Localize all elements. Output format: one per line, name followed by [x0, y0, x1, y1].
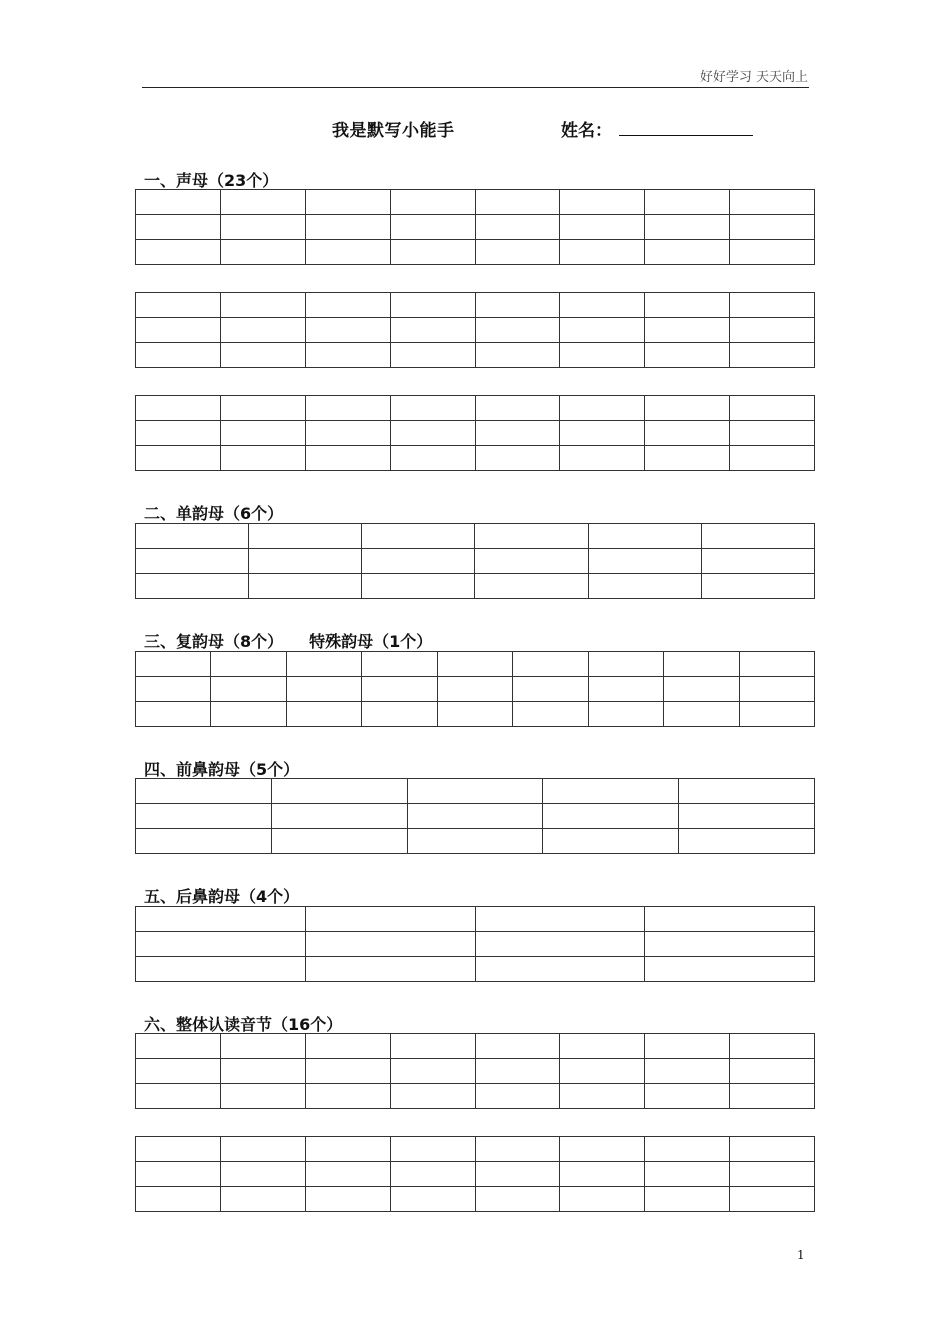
answer-cell[interactable]	[305, 318, 390, 343]
answer-cell[interactable]	[588, 652, 663, 677]
answer-cell[interactable]	[560, 446, 645, 471]
answer-cell[interactable]	[645, 1137, 730, 1162]
grid-row	[136, 779, 815, 804]
answer-cell[interactable]	[560, 190, 645, 215]
answer-cell[interactable]	[136, 907, 306, 932]
grid-row	[136, 446, 815, 471]
answer-cell[interactable]	[475, 1084, 560, 1109]
answer-cell[interactable]	[220, 293, 305, 318]
section-heading-compound-finals	[144, 629, 432, 652]
answer-grid	[135, 1136, 815, 1212]
section-heading-text: 四、前鼻韵母（5个）	[144, 760, 300, 779]
answer-cell[interactable]	[305, 190, 390, 215]
answer-cell[interactable]	[305, 907, 475, 932]
answer-cell[interactable]	[730, 446, 815, 471]
answer-cell[interactable]	[136, 190, 221, 215]
answer-cell[interactable]	[730, 1187, 815, 1212]
grid-row	[136, 190, 815, 215]
answer-cell[interactable]	[136, 343, 221, 368]
answer-cell[interactable]	[475, 396, 560, 421]
answer-cell[interactable]	[560, 421, 645, 446]
answer-cell[interactable]	[286, 702, 361, 727]
answer-cell[interactable]	[701, 524, 814, 549]
answer-cell[interactable]	[390, 446, 475, 471]
answer-cell[interactable]	[305, 932, 475, 957]
answer-cell[interactable]	[211, 702, 286, 727]
answer-cell[interactable]	[645, 215, 730, 240]
answer-cell[interactable]	[362, 652, 437, 677]
grid-row	[136, 677, 815, 702]
answer-cell[interactable]	[475, 932, 645, 957]
answer-cell[interactable]	[305, 343, 390, 368]
answer-cell[interactable]	[390, 1137, 475, 1162]
answer-cell[interactable]	[136, 779, 272, 804]
answer-cell[interactable]	[513, 677, 588, 702]
answer-cell[interactable]	[645, 1162, 730, 1187]
answer-cell[interactable]	[136, 293, 221, 318]
answer-cell[interactable]	[475, 524, 588, 549]
answer-cell[interactable]	[560, 1084, 645, 1109]
grid-row	[136, 1059, 815, 1084]
answer-cell[interactable]	[730, 1059, 815, 1084]
answer-cell[interactable]	[560, 1162, 645, 1187]
grid-row	[136, 318, 815, 343]
answer-cell[interactable]	[588, 574, 701, 599]
answer-cell[interactable]	[730, 1137, 815, 1162]
answer-cell[interactable]	[407, 779, 543, 804]
answer-cell[interactable]	[390, 190, 475, 215]
answer-cell[interactable]	[305, 1187, 390, 1212]
answer-cell[interactable]	[645, 1084, 730, 1109]
answer-cell[interactable]	[136, 1162, 221, 1187]
answer-cell[interactable]	[136, 446, 221, 471]
answer-cell[interactable]	[645, 1034, 730, 1059]
answer-cell[interactable]	[220, 396, 305, 421]
answer-cell[interactable]	[513, 652, 588, 677]
answer-cell[interactable]	[475, 1187, 560, 1212]
answer-cell[interactable]	[560, 1059, 645, 1084]
answer-cell[interactable]	[739, 677, 815, 702]
answer-cell[interactable]	[475, 318, 560, 343]
answer-cell[interactable]	[701, 574, 814, 599]
section-heading-initials	[144, 168, 278, 191]
grid-row	[136, 932, 815, 957]
answer-cell[interactable]	[220, 240, 305, 265]
answer-cell[interactable]	[679, 829, 815, 854]
answer-cell[interactable]	[730, 240, 815, 265]
doc-title: 我是默写小能手	[332, 121, 455, 141]
answer-grid	[135, 189, 815, 265]
answer-cell[interactable]	[730, 215, 815, 240]
grid-row	[136, 1034, 815, 1059]
answer-cell[interactable]	[305, 215, 390, 240]
answer-cell[interactable]	[136, 574, 249, 599]
answer-cell[interactable]	[475, 1059, 560, 1084]
answer-cell[interactable]	[679, 779, 815, 804]
grid-row	[136, 549, 815, 574]
answer-cell[interactable]	[220, 1059, 305, 1084]
answer-cell[interactable]	[560, 215, 645, 240]
header-motto: 好好学习 天天向上	[699, 70, 808, 85]
answer-cell[interactable]	[271, 804, 407, 829]
answer-cell[interactable]	[475, 421, 560, 446]
answer-cell[interactable]	[136, 932, 306, 957]
answer-cell[interactable]	[560, 396, 645, 421]
answer-cell[interactable]	[543, 804, 679, 829]
answer-cell[interactable]	[390, 1084, 475, 1109]
answer-cell[interactable]	[220, 1137, 305, 1162]
answer-cell[interactable]	[305, 1059, 390, 1084]
answer-cell[interactable]	[645, 1187, 730, 1212]
answer-cell[interactable]	[136, 702, 211, 727]
section-heading-simple-finals	[144, 501, 283, 524]
answer-cell[interactable]	[220, 1034, 305, 1059]
answer-cell[interactable]	[390, 1059, 475, 1084]
answer-cell[interactable]	[136, 318, 221, 343]
grid-row	[136, 804, 815, 829]
name-blank-line[interactable]	[619, 135, 753, 136]
answer-cell[interactable]	[211, 652, 286, 677]
answer-cell[interactable]	[362, 677, 437, 702]
answer-cell[interactable]	[475, 293, 560, 318]
answer-cell[interactable]	[730, 293, 815, 318]
section-heading-text: 三、复韵母（8个）	[144, 632, 284, 651]
answer-cell[interactable]	[390, 1034, 475, 1059]
grid-row	[136, 396, 815, 421]
answer-cell[interactable]	[136, 804, 272, 829]
page-number: 1	[797, 1248, 805, 1262]
answer-cell[interactable]	[645, 1059, 730, 1084]
answer-cell[interactable]	[730, 1084, 815, 1109]
answer-cell[interactable]	[475, 215, 560, 240]
answer-cell[interactable]	[136, 524, 249, 549]
answer-cell[interactable]	[305, 293, 390, 318]
grid-row	[136, 702, 815, 727]
answer-cell[interactable]	[271, 829, 407, 854]
answer-cell[interactable]	[220, 215, 305, 240]
answer-cell[interactable]	[362, 524, 475, 549]
answer-cell[interactable]	[701, 549, 814, 574]
grid-row	[136, 652, 815, 677]
answer-cell[interactable]	[136, 829, 272, 854]
answer-cell[interactable]	[588, 549, 701, 574]
section-subheading-special-finals: 特殊韵母（1个）	[309, 632, 433, 651]
grid-row	[136, 524, 815, 549]
answer-cell[interactable]	[305, 446, 390, 471]
answer-cell[interactable]	[645, 932, 815, 957]
answer-cell[interactable]	[136, 677, 211, 702]
answer-cell[interactable]	[645, 240, 730, 265]
answer-cell[interactable]	[390, 421, 475, 446]
grid-row	[136, 574, 815, 599]
section-heading-text: 一、声母（23个）	[144, 171, 279, 190]
section-heading-text: 二、单韵母（6个）	[144, 504, 284, 523]
answer-cell[interactable]	[664, 652, 739, 677]
answer-cell[interactable]	[560, 240, 645, 265]
answer-cell[interactable]	[513, 702, 588, 727]
answer-cell[interactable]	[305, 1137, 390, 1162]
answer-cell[interactable]	[475, 343, 560, 368]
answer-cell[interactable]	[136, 240, 221, 265]
grid-row	[136, 240, 815, 265]
answer-cell[interactable]	[136, 652, 211, 677]
answer-cell[interactable]	[475, 907, 645, 932]
answer-cell[interactable]	[645, 318, 730, 343]
answer-cell[interactable]	[475, 1137, 560, 1162]
answer-cell[interactable]	[560, 1187, 645, 1212]
grid-row	[136, 1187, 815, 1212]
answer-cell[interactable]	[645, 421, 730, 446]
answer-cell[interactable]	[730, 190, 815, 215]
answer-cell[interactable]	[560, 1137, 645, 1162]
answer-cell[interactable]	[390, 215, 475, 240]
answer-cell[interactable]	[560, 318, 645, 343]
answer-cell[interactable]	[136, 549, 249, 574]
grid-row	[136, 1162, 815, 1187]
answer-cell[interactable]	[560, 1034, 645, 1059]
answer-cell[interactable]	[588, 524, 701, 549]
grid-row	[136, 421, 815, 446]
answer-cell[interactable]	[362, 702, 437, 727]
answer-cell[interactable]	[645, 446, 730, 471]
answer-grid	[135, 906, 815, 982]
answer-cell[interactable]	[475, 1034, 560, 1059]
answer-grid	[135, 292, 815, 368]
answer-cell[interactable]	[475, 190, 560, 215]
answer-cell[interactable]	[220, 1084, 305, 1109]
answer-cell[interactable]	[136, 421, 221, 446]
answer-cell[interactable]	[645, 907, 815, 932]
answer-cell[interactable]	[390, 343, 475, 368]
answer-cell[interactable]	[305, 240, 390, 265]
answer-cell[interactable]	[475, 240, 560, 265]
answer-cell[interactable]	[362, 549, 475, 574]
answer-cell[interactable]	[249, 574, 362, 599]
answer-cell[interactable]	[136, 1034, 221, 1059]
answer-cell[interactable]	[475, 446, 560, 471]
answer-cell[interactable]	[739, 652, 815, 677]
grid-row	[136, 907, 815, 932]
answer-cell[interactable]	[645, 190, 730, 215]
answer-cell[interactable]	[305, 1162, 390, 1187]
answer-cell[interactable]	[136, 1059, 221, 1084]
answer-cell[interactable]	[220, 1187, 305, 1212]
answer-cell[interactable]	[305, 396, 390, 421]
section-heading-back-nasal-finals	[144, 884, 299, 907]
section-heading-text: 五、后鼻韵母（4个）	[144, 887, 300, 906]
answer-cell[interactable]	[220, 190, 305, 215]
section-heading-front-nasal-finals	[144, 757, 299, 780]
answer-cell[interactable]	[249, 524, 362, 549]
title-row	[0, 116, 950, 142]
answer-cell[interactable]	[136, 1137, 221, 1162]
answer-cell[interactable]	[588, 677, 663, 702]
answer-cell[interactable]	[664, 702, 739, 727]
answer-cell[interactable]	[475, 574, 588, 599]
grid-row	[136, 1137, 815, 1162]
answer-cell[interactable]	[271, 779, 407, 804]
header-rule	[142, 87, 809, 88]
answer-grid	[135, 1033, 815, 1109]
answer-cell[interactable]	[390, 396, 475, 421]
answer-cell[interactable]	[730, 318, 815, 343]
answer-cell[interactable]	[730, 1162, 815, 1187]
answer-cell[interactable]	[211, 677, 286, 702]
answer-cell[interactable]	[286, 652, 361, 677]
answer-cell[interactable]	[475, 957, 645, 982]
answer-cell[interactable]	[730, 421, 815, 446]
answer-cell[interactable]	[362, 574, 475, 599]
answer-cell[interactable]	[739, 702, 815, 727]
answer-cell[interactable]	[645, 293, 730, 318]
answer-cell[interactable]	[305, 421, 390, 446]
answer-cell[interactable]	[407, 829, 543, 854]
answer-cell[interactable]	[437, 677, 512, 702]
answer-cell[interactable]	[136, 1187, 221, 1212]
answer-grid	[135, 778, 815, 854]
answer-cell[interactable]	[543, 779, 679, 804]
answer-cell[interactable]	[730, 396, 815, 421]
answer-cell[interactable]	[136, 396, 221, 421]
grid-row	[136, 957, 815, 982]
answer-cell[interactable]	[645, 396, 730, 421]
answer-cell[interactable]	[730, 1034, 815, 1059]
answer-cell[interactable]	[136, 957, 306, 982]
answer-cell[interactable]	[475, 549, 588, 574]
answer-cell[interactable]	[475, 1162, 560, 1187]
answer-cell[interactable]	[220, 343, 305, 368]
answer-cell[interactable]	[645, 343, 730, 368]
answer-cell[interactable]	[390, 318, 475, 343]
grid-row	[136, 1084, 815, 1109]
name-label: 姓名：	[561, 121, 612, 141]
answer-cell[interactable]	[136, 215, 221, 240]
answer-cell[interactable]	[220, 446, 305, 471]
grid-row	[136, 293, 815, 318]
answer-cell[interactable]	[390, 1187, 475, 1212]
grid-row	[136, 215, 815, 240]
answer-cell[interactable]	[305, 1084, 390, 1109]
section-heading-text: 六、整体认读音节（16个）	[144, 1015, 343, 1034]
answer-cell[interactable]	[543, 829, 679, 854]
grid-row	[136, 829, 815, 854]
answer-grid	[135, 651, 815, 727]
grid-row	[136, 343, 815, 368]
answer-cell[interactable]	[679, 804, 815, 829]
answer-cell[interactable]	[390, 293, 475, 318]
answer-cell[interactable]	[407, 804, 543, 829]
answer-cell[interactable]	[730, 343, 815, 368]
answer-cell[interactable]	[437, 652, 512, 677]
answer-cell[interactable]	[136, 1084, 221, 1109]
answer-cell[interactable]	[664, 677, 739, 702]
answer-cell[interactable]	[305, 957, 475, 982]
answer-cell[interactable]	[588, 702, 663, 727]
answer-cell[interactable]	[220, 1162, 305, 1187]
answer-cell[interactable]	[390, 240, 475, 265]
answer-cell[interactable]	[286, 677, 361, 702]
section-heading-whole-syllables	[144, 1012, 342, 1035]
answer-grid	[135, 395, 815, 471]
answer-cell[interactable]	[220, 318, 305, 343]
answer-grid	[135, 523, 815, 599]
answer-cell[interactable]	[645, 957, 815, 982]
answer-cell[interactable]	[437, 702, 512, 727]
answer-cell[interactable]	[220, 421, 305, 446]
answer-cell[interactable]	[560, 343, 645, 368]
answer-cell[interactable]	[560, 293, 645, 318]
answer-cell[interactable]	[390, 1162, 475, 1187]
answer-cell[interactable]	[249, 549, 362, 574]
answer-cell[interactable]	[305, 1034, 390, 1059]
